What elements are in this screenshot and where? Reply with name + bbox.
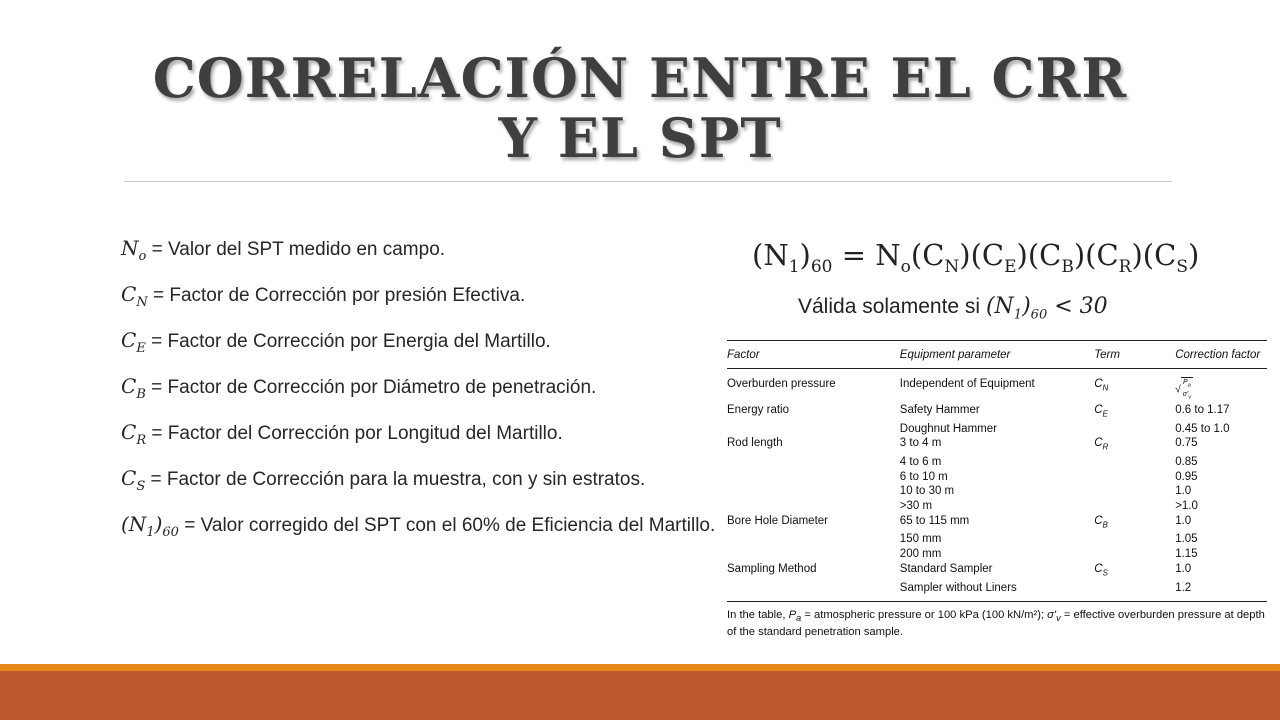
table-row [727, 499, 1267, 514]
table-cell [1094, 484, 1175, 499]
table-cell: Standard Sampler [899, 562, 993, 575]
table-cell: 0.45 to 1.0 [1175, 422, 1230, 435]
table-cell: 0.6 to 1.17 [1175, 403, 1230, 416]
table-row [727, 581, 1267, 602]
table-cell: $C_N$ [1094, 378, 1109, 393]
table-cell: Bore Hole Diameter [727, 514, 828, 527]
table-cell: 10 to 30 m [899, 485, 955, 498]
table-row [727, 403, 1267, 422]
table-cell [727, 484, 900, 499]
accent-bar [0, 664, 1280, 671]
table-cell: 0.75 [1175, 437, 1198, 450]
footer-band [0, 671, 1280, 720]
table-cell [1175, 369, 1267, 403]
table-cell: 1.0 [1175, 562, 1192, 575]
table-row [727, 532, 1267, 547]
slide-title [0, 48, 1280, 168]
table-row [727, 455, 1267, 470]
table-cell [1094, 470, 1175, 485]
table-row [727, 436, 1267, 455]
definition-cs: $C_S$ = Factor de Corrección para la muestra, con y sin estratos. [121, 466, 646, 494]
table-cell: Sampling Method [727, 562, 817, 575]
definition-cn: $C_N$ = Factor de Corrección por presión Efectiva. [121, 282, 526, 310]
definition-cr: $C_R$ = Factor del Corrección por Longitud del Martillo. [121, 420, 563, 448]
table-row [727, 484, 1267, 499]
title-divider [124, 181, 1172, 182]
header-factor: Factor [727, 341, 900, 369]
table-cell [727, 422, 900, 437]
correction-factor-table [727, 340, 1267, 639]
header-correction: Correction factor [1175, 341, 1267, 369]
table-cell: $C_B$ [1094, 514, 1108, 529]
table-cell: 0.95 [1175, 470, 1198, 483]
table-cell: Rod length [727, 437, 783, 450]
table-cell: Safety Hammer [899, 403, 980, 416]
table-cell [727, 532, 900, 547]
table-cell: $C_E$ [1094, 403, 1108, 419]
definition-n160: $(N_1)_{60}$ = Valor corregido del SPT con el 60% de Eficiencia del Martillo. [121, 512, 716, 540]
definition-cb: $C_B$ = Factor de Corrección por Diámetro de penetración. [121, 374, 597, 402]
table-cell [1094, 581, 1175, 602]
table-cell: $C_S$ [1094, 562, 1108, 577]
table-cell: 0.85 [1175, 456, 1198, 469]
table-note: In the table, $P_a$ = atmospheric pressure or 100 kPa (100 kN/m²); $\sigma'_v$ = effective overburden pressure at depth of the standard penetration sample. [727, 609, 1265, 639]
slide-title-line2: Y EL SPT [498, 106, 782, 170]
table-row [727, 369, 1267, 403]
validity-condition: Válida solamente si $(N_1)_{60} < 30$ [798, 294, 1108, 323]
table-cell [1094, 547, 1175, 562]
table-cell [1094, 422, 1175, 437]
table-cell: 65 to 115 mm [899, 514, 970, 527]
table-cell: Independent of Equipment [899, 378, 1035, 390]
table-cell: 3 to 4 m [899, 437, 942, 450]
table-row [727, 422, 1267, 437]
table-cell [727, 455, 900, 470]
definition-no: $N_o$ = Valor del SPT medido en campo. [121, 236, 446, 264]
slide-title-line1: CORRELACIÓN ENTRE EL CRR [152, 46, 1128, 110]
table-cell [727, 499, 900, 514]
header-term: Term [1094, 341, 1175, 369]
table-cell: Sampler without Liners [900, 581, 1094, 602]
table-header-row [727, 341, 1267, 369]
table-cell [1094, 455, 1175, 470]
table-row [727, 470, 1267, 485]
header-equipment: Equipment parameter [900, 341, 1094, 369]
table-cell: $C_R$ [1094, 437, 1109, 452]
table-cell: 4 to 6 m [899, 456, 942, 469]
sqrt-icon: $√P_a$ $\sigma'_v$ [1175, 379, 1192, 401]
table-cell: Overburden pressure [727, 378, 836, 390]
table-cell: Energy ratio [727, 403, 790, 416]
definition-ce: $C_E$ = Factor de Corrección por Energia del Martillo. [121, 328, 551, 356]
correction-equation: $(N_1)_{60} = N_o(C_N)(C_E)(C_B)(C_R)(C_S)$ [752, 238, 1200, 277]
table-cell: 6 to 10 m [899, 470, 948, 483]
table-cell: >30 m [899, 499, 933, 512]
table-row [727, 547, 1267, 562]
table-row [727, 514, 1267, 533]
table-cell [727, 470, 900, 485]
table-cell [1094, 532, 1175, 547]
table-cell [727, 581, 900, 602]
table-row [727, 562, 1267, 581]
table-cell: Doughnut Hammer [899, 422, 997, 435]
table-cell: 150 mm [899, 533, 942, 546]
table-cell: 200 mm [899, 548, 942, 561]
table-cell: 1.0 [1175, 485, 1192, 498]
table-cell [727, 547, 900, 562]
table-cell [1094, 499, 1175, 514]
definitions-list [121, 236, 721, 558]
table-cell: >1.0 [1175, 499, 1198, 512]
table-cell: 1.15 [1175, 548, 1198, 561]
table-cell: 1.2 [1175, 581, 1267, 602]
table-cell: 1.05 [1175, 533, 1198, 546]
table-cell: 1.0 [1175, 514, 1192, 527]
